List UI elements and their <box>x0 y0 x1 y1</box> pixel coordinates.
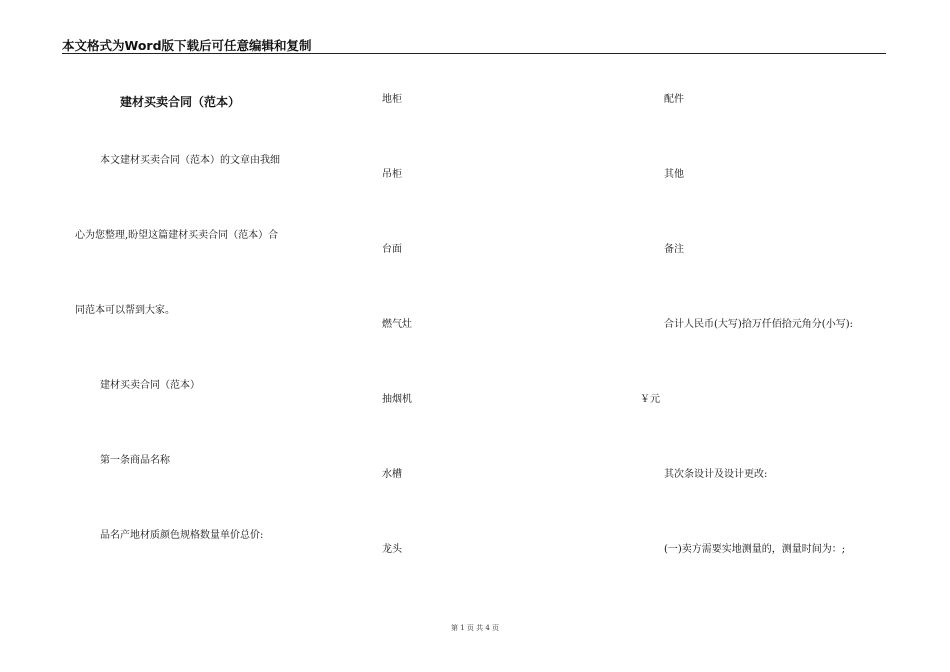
intro-line-2: 心为您整理,盼望这篇建材买卖合同（范本）合 <box>75 230 279 241</box>
item-accessories: 配件 <box>664 94 684 105</box>
article-1-title: 第一条商品名称 <box>100 455 170 466</box>
intro-line-3: 同范本可以帮到大家。 <box>75 305 175 316</box>
item-countertop: 台面 <box>382 244 402 255</box>
item-gas-stove: 燃气灶 <box>382 319 412 330</box>
item-remarks: 备注 <box>664 244 684 255</box>
article-2-title: 其次条设计及设计更改: <box>664 469 768 480</box>
header-title: 本文格式为Word版下载后可任意编辑和复制 <box>62 38 312 53</box>
measurement-clause: (一)卖方需要实地测量的，测量时间为：; <box>664 544 846 555</box>
item-other: 其他 <box>664 169 684 180</box>
item-faucet: 龙头 <box>382 544 402 555</box>
item-range-hood: 抽烟机 <box>382 394 412 405</box>
product-columns-line: 品名产地材质颜色规格数量单价总价: <box>100 530 264 541</box>
item-sink: 水槽 <box>382 469 402 480</box>
page-header <box>62 36 886 54</box>
yuan-amount: ￥元 <box>640 394 660 405</box>
page-number: 第 1 页 共 4 页 <box>450 624 500 632</box>
item-wall-cabinet: 吊柜 <box>382 169 402 180</box>
intro-line-1: 本文建材买卖合同（范本）的文章由我细 <box>100 155 280 166</box>
item-base-cabinet: 地柜 <box>382 94 402 105</box>
total-amount-line: 合计人民币(大写)拾万仟佰拾元角分(小写): <box>664 319 853 330</box>
contract-heading: 建材买卖合同（范本） <box>100 380 200 391</box>
document-title: 建材买卖合同（范本） <box>120 95 241 109</box>
